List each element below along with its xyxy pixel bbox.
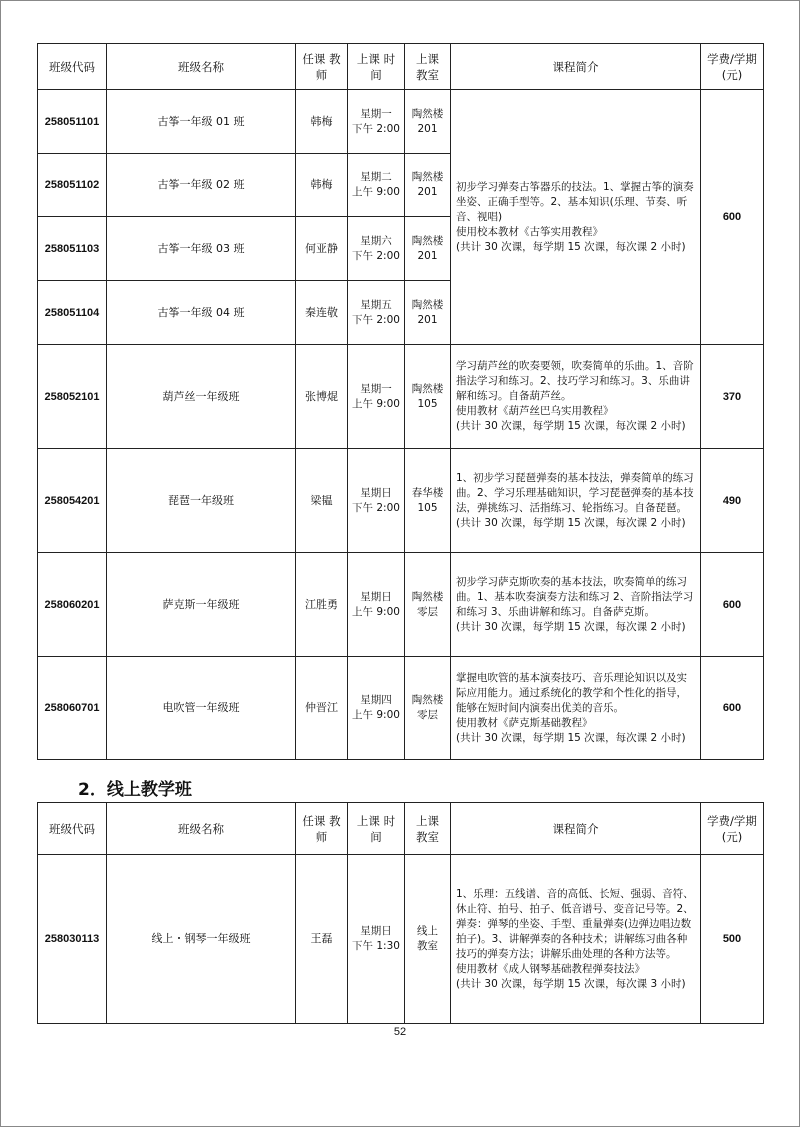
class-code: 258051101 bbox=[38, 90, 107, 154]
class-time: 星期日 下午 2:00 bbox=[348, 449, 405, 553]
header-intro: 课程简介 bbox=[451, 803, 701, 855]
tuition-fee: 600 bbox=[701, 657, 764, 760]
class-name: 琵琶一年级班 bbox=[107, 449, 296, 553]
header-time: 上课 时间 bbox=[348, 803, 405, 855]
class-code: 258051102 bbox=[38, 154, 107, 217]
course-intro: 学习葫芦丝的吹奏要领，吹奏简单的乐曲。1、音阶指法学习和练习。2、技巧学习和练习。3、乐曲讲解和练习。自备葫芦丝。 使用教材《葫芦丝巴乌实用教程》 (共计 30 次课，每学期 15 次课，每次课 2 小时) bbox=[451, 345, 701, 449]
table-row bbox=[38, 553, 764, 657]
teacher: 张博焜 bbox=[296, 345, 348, 449]
classroom: 陶然楼 零层 bbox=[405, 657, 451, 760]
header-name: 班级名称 bbox=[107, 803, 296, 855]
class-name: 古筝一年级 04 班 bbox=[107, 281, 296, 345]
class-time: 星期五 下午 2:00 bbox=[348, 281, 405, 345]
header-time: 上课 时间 bbox=[348, 44, 405, 90]
teacher: 何亚静 bbox=[296, 217, 348, 281]
table-row bbox=[38, 90, 764, 154]
tuition-fee: 600 bbox=[701, 90, 764, 345]
class-code: 258030113 bbox=[38, 855, 107, 1024]
class-code: 258051103 bbox=[38, 217, 107, 281]
header-intro: 课程简介 bbox=[451, 44, 701, 90]
class-name: 电吹管一年级班 bbox=[107, 657, 296, 760]
classroom: 陶然楼 201 bbox=[405, 154, 451, 217]
classroom: 陶然楼 201 bbox=[405, 217, 451, 281]
class-name: 线上・钢琴一年级班 bbox=[107, 855, 296, 1024]
header-code: 班级代码 bbox=[38, 44, 107, 90]
class-name: 古筝一年级 01 班 bbox=[107, 90, 296, 154]
class-time: 星期日 下午 1:30 bbox=[348, 855, 405, 1024]
class-name: 古筝一年级 02 班 bbox=[107, 154, 296, 217]
teacher: 仲晋江 bbox=[296, 657, 348, 760]
table-header-row bbox=[38, 44, 764, 90]
header-name: 班级名称 bbox=[107, 44, 296, 90]
offline-class-table bbox=[37, 43, 764, 760]
classroom: 春华楼 105 bbox=[405, 449, 451, 553]
course-intro: 掌握电吹管的基本演奏技巧、音乐理论知识以及实际应用能力。通过系统化的教学和个性化的指导，能够在短时间内演奏出优美的音乐。 使用教材《萨克斯基础教程》 (共计 30 次课，每学期 15 次课，每次课 2 小时) bbox=[451, 657, 701, 760]
teacher: 韩梅 bbox=[296, 90, 348, 154]
teacher: 秦连敬 bbox=[296, 281, 348, 345]
class-time: 星期一 上午 9:00 bbox=[348, 345, 405, 449]
classroom: 线上 教室 bbox=[405, 855, 451, 1024]
tuition-fee: 370 bbox=[701, 345, 764, 449]
tuition-fee: 500 bbox=[701, 855, 764, 1024]
table-row bbox=[38, 345, 764, 449]
course-intro: 初步学习萨克斯吹奏的基本技法，吹奏简单的练习曲。1、基本吹奏演奏方法和练习 2、音阶指法学习和练习 3、乐曲讲解和练习。自备萨克斯。 (共计 30 次课，每学期 15 次课，每次课 2 小时) bbox=[451, 553, 701, 657]
table-row bbox=[38, 657, 764, 760]
class-time: 星期日 上午 9:00 bbox=[348, 553, 405, 657]
tuition-fee: 600 bbox=[701, 553, 764, 657]
course-intro: 初步学习弹奏古筝器乐的技法。1、掌握古筝的演奏坐姿、正确手型等。2、基本知识(乐理、节奏、听音、视唱) 使用校本教材《古筝实用教程》 (共计 30 次课，每学期 15 次课，每次课 2 小时) bbox=[451, 90, 701, 345]
table-header-row bbox=[38, 803, 764, 855]
online-class-table bbox=[37, 802, 764, 1024]
teacher: 王磊 bbox=[296, 855, 348, 1024]
classroom: 陶然楼 201 bbox=[405, 90, 451, 154]
teacher: 江胜勇 bbox=[296, 553, 348, 657]
class-code: 258051104 bbox=[38, 281, 107, 345]
course-intro: 1、初步学习琵琶弹奏的基本技法，弹奏简单的练习曲。2、学习乐理基础知识，学习琵琶弹奏的基本技法，弹挑练习、活指练习、轮指练习。自备琵琶。 (共计 30 次课，每学期 15 次课，每次课 2 小时) bbox=[451, 449, 701, 553]
header-teacher: 任课 教师 bbox=[296, 44, 348, 90]
table-row bbox=[38, 449, 764, 553]
header-teacher: 任课 教师 bbox=[296, 803, 348, 855]
teacher: 梁韫 bbox=[296, 449, 348, 553]
class-name: 葫芦丝一年级班 bbox=[107, 345, 296, 449]
teacher: 韩梅 bbox=[296, 154, 348, 217]
class-name: 古筝一年级 03 班 bbox=[107, 217, 296, 281]
page-number: 52 bbox=[393, 1026, 407, 1038]
class-time: 星期六 下午 2:00 bbox=[348, 217, 405, 281]
class-code: 258054201 bbox=[38, 449, 107, 553]
table-row bbox=[38, 855, 764, 1024]
header-fee: 学费/学期 (元) bbox=[701, 803, 764, 855]
header-room: 上课 教室 bbox=[405, 44, 451, 90]
class-time: 星期二 上午 9:00 bbox=[348, 154, 405, 217]
class-code: 258052101 bbox=[38, 345, 107, 449]
course-intro: 1、乐理：五线谱、音的高低、长短、强弱、音符、休止符、拍号、拍子、低音谱号、变音记号等。2、弹奏：弹琴的坐姿、手型、重量弹奏(边弹边唱边数拍子)。3、讲解弹奏的各种技术；讲解练习曲各种技巧的弹奏方法；讲解乐曲处理的各种方法等。 使用教材《成人钢琴基础教程弹奏技法》 (共计 30 次课，每学期 15 次课，每次课 3 小时) bbox=[451, 855, 701, 1024]
class-name: 萨克斯一年级班 bbox=[107, 553, 296, 657]
class-code: 258060201 bbox=[38, 553, 107, 657]
classroom: 陶然楼 105 bbox=[405, 345, 451, 449]
class-time: 星期一 下午 2:00 bbox=[348, 90, 405, 154]
header-code: 班级代码 bbox=[38, 803, 107, 855]
classroom: 陶然楼 201 bbox=[405, 281, 451, 345]
section-title: 2．线上教学班 bbox=[78, 780, 192, 800]
class-time: 星期四 上午 9:00 bbox=[348, 657, 405, 760]
header-fee: 学费/学期 (元) bbox=[701, 44, 764, 90]
header-room: 上课 教室 bbox=[405, 803, 451, 855]
classroom: 陶然楼 零层 bbox=[405, 553, 451, 657]
tuition-fee: 490 bbox=[701, 449, 764, 553]
class-code: 258060701 bbox=[38, 657, 107, 760]
